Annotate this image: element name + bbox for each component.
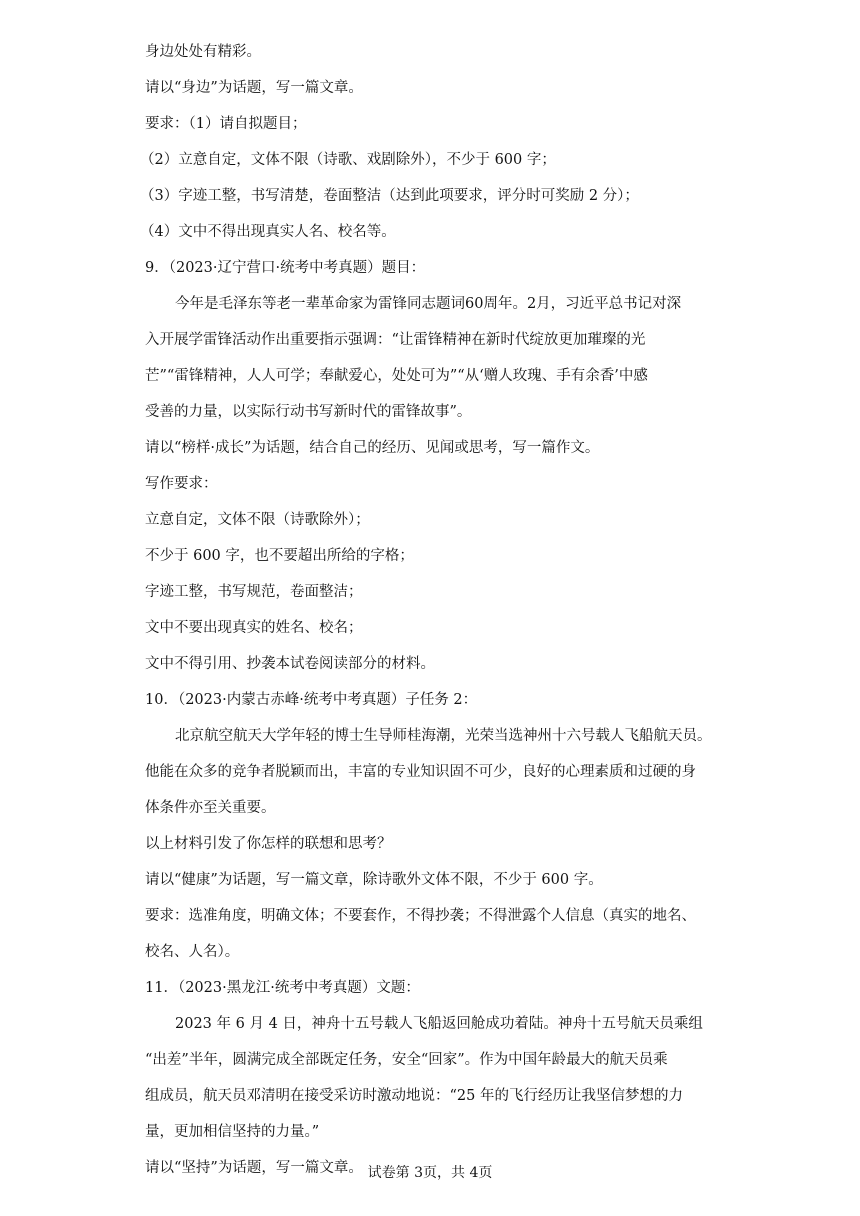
text-line: 立意自定，文体不限（诗歌除外）； — [145, 512, 370, 528]
text-line: 以上材料引发了你怎样的联想和思考？ — [145, 836, 392, 852]
question-heading: 9．（2023·辽宁营口·统考中考真题）题目： — [145, 260, 426, 276]
material-text: 2023 年 6 月 4 日，神舟十五号载人飞船返回舱成功着陆。神舟十五号航天员乘组 — [175, 1016, 703, 1032]
material-text: “出差”半年，圆满完成全部既定任务，安全“回家”。作为中国年龄最大的航天员乘 — [145, 1052, 668, 1068]
page-footer: 试卷第 3页，共 4页 — [367, 1165, 493, 1181]
material-text: 芒”“雷锋精神，人人可学；奉献爱心，处处可为”“从‘赠人玫瑰、手有余香’中感 — [145, 368, 648, 384]
text-line: 校名、人名）。 — [145, 944, 240, 960]
material-text: 量，更加相信坚持的力量。” — [145, 1124, 320, 1140]
text-line: 不少于 600 字，也不要超出所给的字格； — [145, 548, 414, 564]
material-text: 他能在众多的竞争者脱颖而出，丰富的专业知识固不可少，良好的心理素质和过硬的身 — [145, 764, 696, 780]
material-text: 组成员，航天员邓清明在接受采访时激动地说：“25 年的飞行经历让我坚信梦想的力 — [145, 1088, 683, 1104]
text-line: 请以“坚持”为话题，写一篇文章。 — [145, 1160, 363, 1176]
text-line: 身边处处有精彩。 — [145, 44, 261, 60]
text-line: 文中不要出现真实的姓名、校名； — [145, 620, 363, 636]
text-line: （4）文中不得出现真实人名、校名等。 — [140, 224, 396, 240]
text-line: 请以“榜样·成长”为话题，结合自己的经历、见闻或思考，写一篇作文。 — [145, 440, 600, 456]
text-line: （2）立意自定，文体不限（诗歌、戏剧除外），不少于 600 字； — [140, 152, 556, 168]
material-text: 受善的力量，以实际行动书写新时代的雷锋故事”。 — [145, 404, 472, 420]
question-heading: 11．（2023·黑龙江·统考中考真题）文题： — [145, 980, 420, 996]
text-line: 请以“健康”为话题，写一篇文章，除诗歌外文体不限，不少于 600 字。 — [145, 872, 603, 888]
question-heading: 10．（2023·内蒙古赤峰·统考中考真题）子任务 2： — [145, 692, 478, 708]
material-text: 北京航空航天大学年轻的博士生导师桂海潮，光荣当选神州十六号载人飞船航天员。 — [175, 728, 712, 744]
text-line: （3）字迹工整，书写清楚，卷面整洁（达到此项要求，评分时可奖励 2 分）； — [140, 188, 639, 204]
material-text: 入开展学雷锋活动作出重要指示强调：“让雷锋精神在新时代绽放更加璀璨的光 — [145, 332, 646, 348]
text-line: 请以“身边”为话题，写一篇文章。 — [145, 80, 363, 96]
material-text: 今年是毛泽东等老一辈革命家为雷锋同志题词60周年。2月，习近平总书记对深 — [175, 296, 682, 312]
text-line: 写作要求： — [145, 476, 218, 492]
text-line: 文中不得引用、抄袭本试卷阅读部分的材料。 — [145, 656, 435, 672]
text-line: 要求：选准角度，明确文体；不要套作，不得抄袭；不得泄露个人信息（真实的地名、 — [145, 908, 696, 924]
text-line: 字迹工整，书写规范，卷面整洁； — [145, 584, 363, 600]
material-text: 体条件亦至关重要。 — [145, 800, 276, 816]
text-line: 要求：（1）请自拟题目； — [145, 116, 307, 132]
